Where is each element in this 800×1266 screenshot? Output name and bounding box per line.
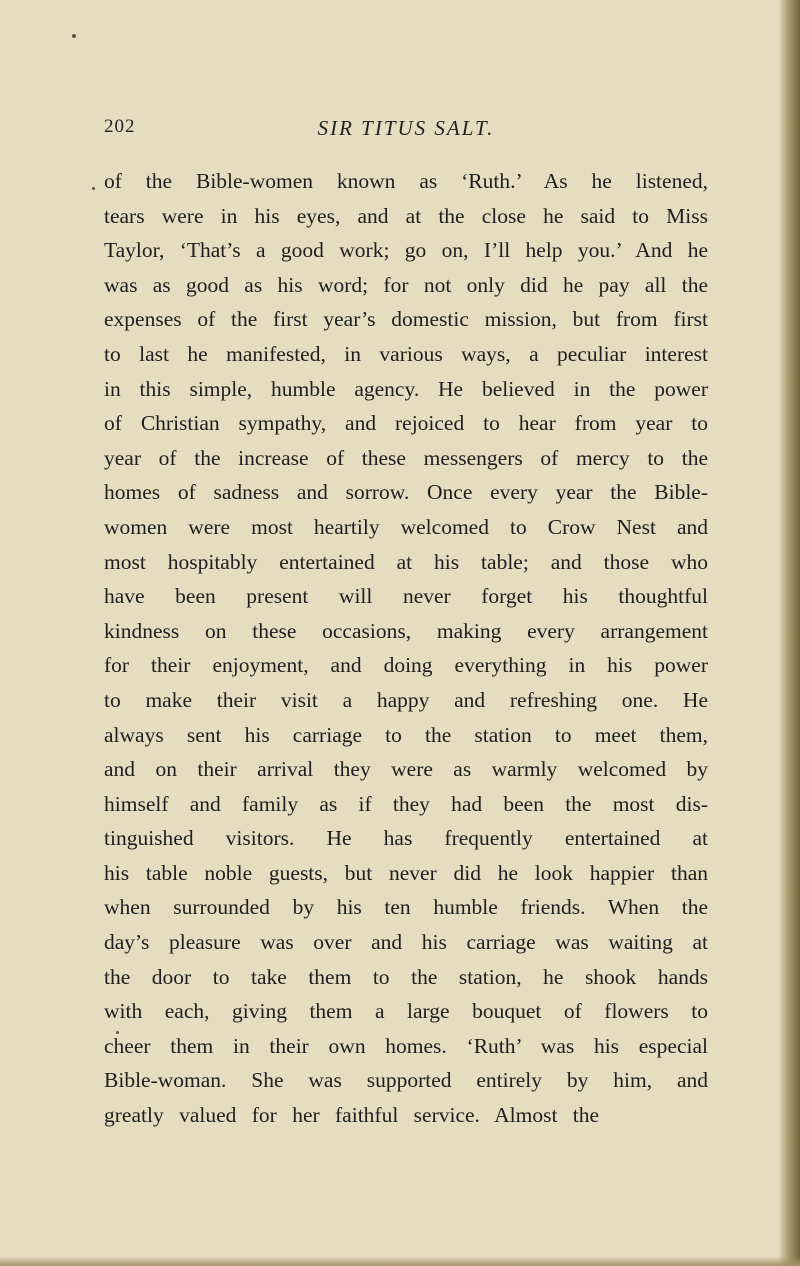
text-line: tinguished visitors. He has frequently entertained at (104, 826, 708, 851)
text-line: and on their arrival they were as warmly welcomed by (104, 757, 708, 782)
text-line: the door to take them to the station, he shook hands (104, 964, 708, 989)
text-line: for their enjoyment, and doing everything in his power (104, 653, 708, 678)
text-line: tears were in his eyes, and at the close he said to Miss (104, 203, 708, 228)
text-line: with each, giving them a large bouquet of flowers to (104, 999, 708, 1024)
ink-speck (92, 187, 95, 190)
text-line: homes of sadness and sorrow. Once every year the Bible- (104, 480, 708, 505)
text-line: to make their visit a happy and refreshing one. He (104, 687, 708, 712)
text-line: kindness on these occasions, making every arrangement (104, 618, 708, 643)
body-text (104, 164, 708, 1133)
text-line: of Christian sympathy, and rejoiced to hear from year to (104, 411, 708, 436)
text-line: women were most heartily welcomed to Crow Nest and (104, 514, 708, 539)
text-line: always sent his carriage to the station to meet them, (104, 722, 708, 747)
text-line: was as good as his word; for not only did he pay all the (104, 272, 708, 297)
text-line: day’s pleasure was over and his carriage was waiting at (104, 930, 708, 955)
text-line: cheer them in their own homes. ‘Ruth’ was his especial (104, 1033, 708, 1058)
page-edge-shadow (778, 0, 800, 1266)
ink-speck (72, 34, 76, 38)
text-line: his table noble guests, but never did he look happier than (104, 860, 708, 885)
text-line: Bible-woman. She was supported entirely by him, and (104, 1068, 708, 1093)
running-title: SIR TITUS SALT. (317, 116, 495, 140)
text-line: have been present will never forget his thoughtful (104, 584, 708, 609)
text-line: when surrounded by his ten humble friends. When the (104, 895, 708, 920)
page-bottom-shadow (0, 1256, 800, 1266)
text-line: Taylor, ‘That’s a good work; go on, I’ll help you.’ And he (104, 238, 708, 263)
text-line: to last he manifested, in various ways, a peculiar interest (104, 341, 708, 366)
text-line: greatly valued for her faithful service. Almost the (104, 1103, 600, 1128)
running-header (104, 116, 714, 146)
page-number: 202 (104, 116, 136, 137)
text-line: expenses of the first year’s domestic mission, but from first (104, 307, 708, 332)
text-line: most hospitably entertained at his table; and those who (104, 549, 708, 574)
text-line: himself and family as if they had been the most dis- (104, 791, 708, 816)
text-line: year of the increase of these messengers of mercy to the (104, 445, 708, 470)
text-line: of the Bible-women known as ‘Ruth.’ As he listened, (104, 169, 708, 193)
text-line: in this simple, humble agency. He believed in the power (104, 376, 708, 401)
